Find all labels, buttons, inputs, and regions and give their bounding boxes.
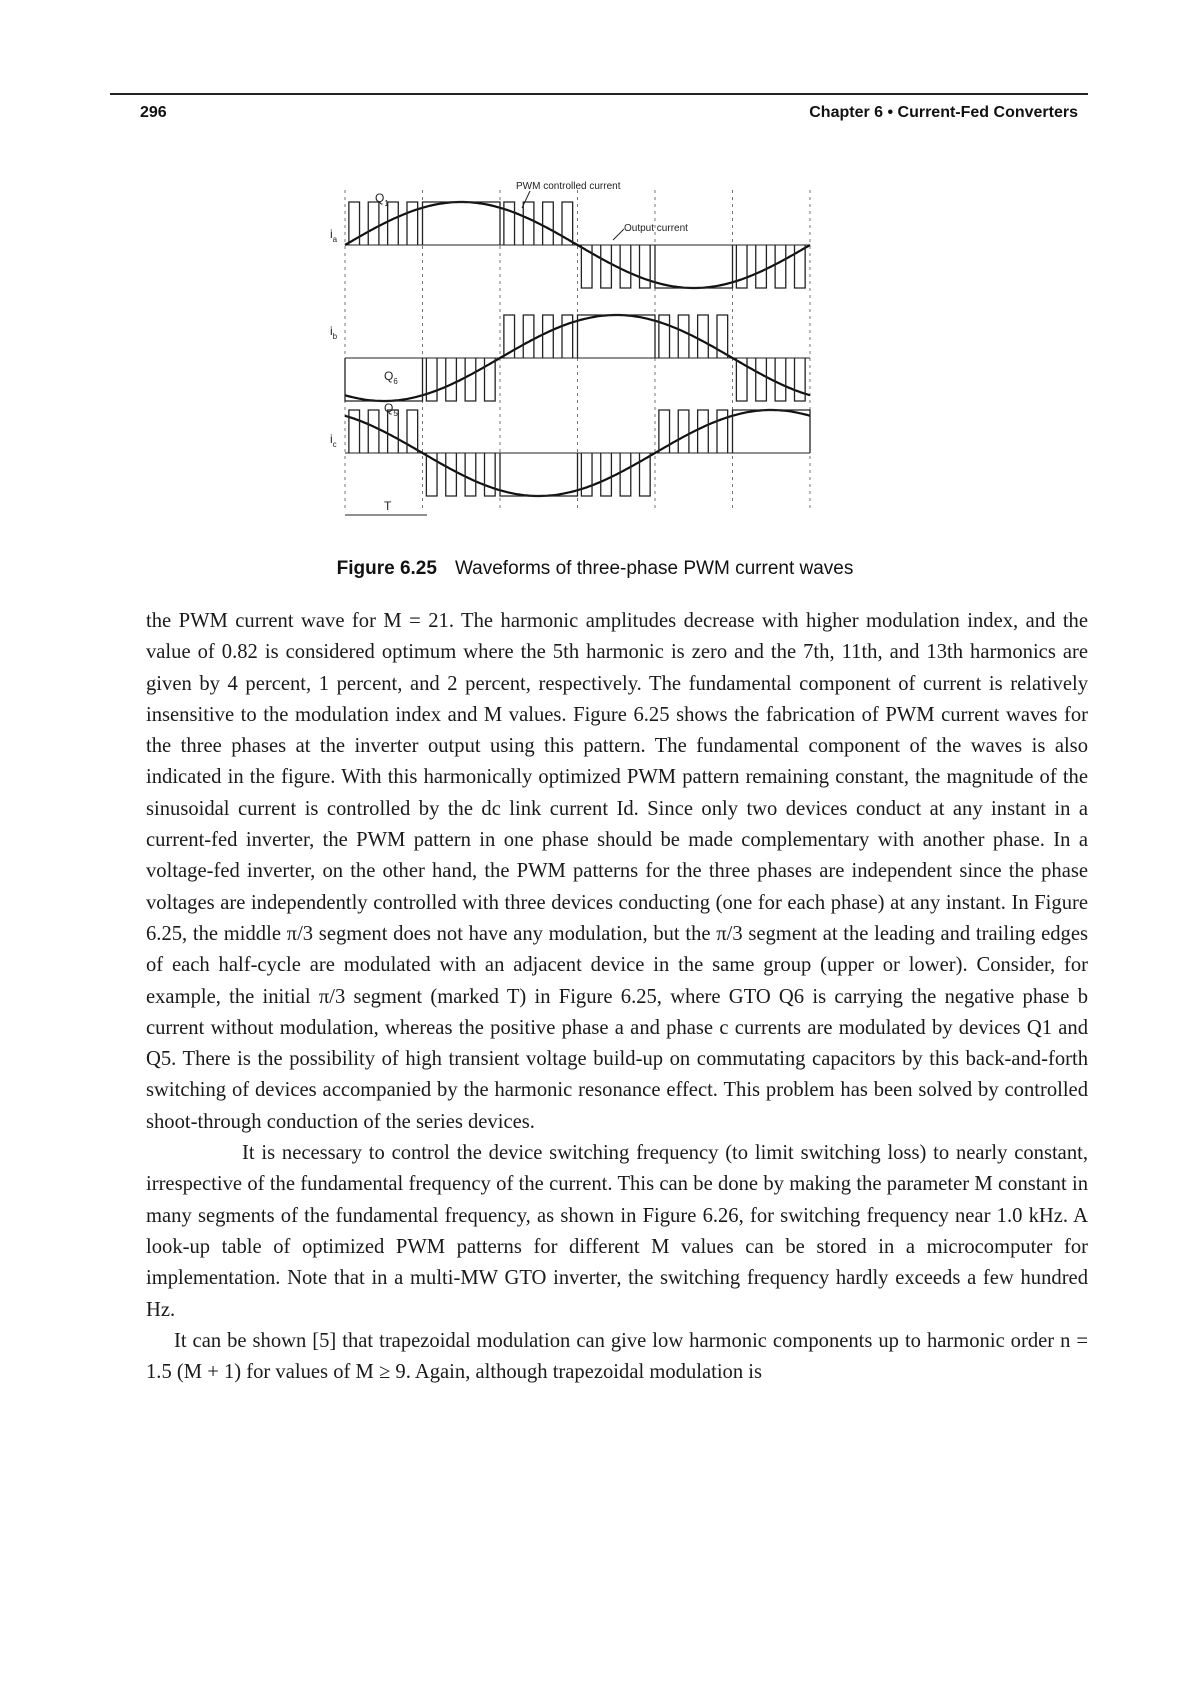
- caption-number: Figure 6.25: [336, 558, 437, 579]
- q5-label: [384, 401, 398, 418]
- body-text: [146, 606, 1088, 1388]
- ib-letter: i: [330, 324, 333, 338]
- paragraph-3: It can be shown [5] that trapezoidal modulation can give low harmonic components up to harmonic order n = 1.5 (M + 1) for values of M ≥ 9. Again, although trapezoidal modulation is: [146, 1329, 1088, 1384]
- ib-sub: b: [332, 332, 338, 341]
- page-number: 296: [140, 104, 167, 121]
- header-rule: [110, 93, 1088, 95]
- ia-sub: a: [332, 235, 338, 244]
- q1-letter: Q: [375, 191, 385, 205]
- q1-label: [375, 191, 389, 208]
- caption-text: Waveforms of three-phase PWM current waves: [454, 558, 854, 579]
- running-head: Chapter 6 • Current-Fed Converters: [809, 104, 1078, 121]
- pwm-controlled-label: PWM controlled current: [516, 181, 621, 192]
- pwm-controlled-pointer: [522, 191, 530, 208]
- figure-6-25: [330, 180, 880, 550]
- q6-label: [384, 369, 398, 386]
- q5-letter: Q: [384, 401, 394, 415]
- output-current-pointer: [613, 229, 624, 240]
- t-label: T: [384, 499, 392, 513]
- ia-letter: i: [330, 227, 333, 241]
- ib-label: [330, 324, 338, 341]
- ic-letter: i: [330, 432, 333, 446]
- figure-caption: [0, 558, 1190, 580]
- paragraph-2: It is necessary to control the device switching frequency (to limit switching loss) to nearly constant, irrespective of the fundamental frequency of the current. This can be done by making the parameter M constant in many segments of the fundamental frequency, as shown in Figure 6.26, for switching frequency near 1.0 kHz. A look-up table of optimized PWM patterns for different M values can be stored in a microcomputer for implementation. Note that in a multi-MW GTO inverter, the switching frequency hardly exceeds a few hundred Hz.: [146, 1142, 1088, 1321]
- q5-sub: 5: [393, 409, 398, 418]
- output-current-label: Output current: [624, 223, 688, 234]
- q1-sub: 1: [384, 199, 389, 208]
- q6-sub: 6: [393, 377, 398, 386]
- q6-letter: Q: [384, 369, 394, 383]
- ia-label: [330, 227, 338, 244]
- paragraph-1: the PWM current wave for M = 21. The harmonic amplitudes decrease with higher modulation index, and the value of 0.82 is considered optimum where the 5th harmonic is zero and the 7th, 11th, and 13th harmonics are given by 4 percent, 1 percent, and 2 percent, respectively. The fundamental component of current is relatively insensitive to the modulation index and M values. Figure 6.25 shows the fabrication of PWM current waves for the three phases at the inverter output using this pattern. The fundamental component of the waves is also indicated in the figure. With this harmonically optimized PWM pattern remaining constant, the magnitude of the sinusoidal current is controlled by the dc link current Id. Since only two devices conduct at any instant in a current-fed inverter, the PWM pattern in one phase should be made complementary with another phase. In a voltage-fed inverter, on the other hand, the PWM patterns for the three phases are independent since the phase voltages are independently controlled with three devices conducting (one for each phase) at any instant. In Figure 6.25, the middle π/3 segment does not have any modulation, but the π/3 segment at the leading and trailing edges of each half-cycle are modulated with an adjacent device in the same group (upper or lower). Consider, for example, the initial π/3 segment (marked T) in Figure 6.25, where GTO Q6 is carrying the negative phase b current without modulation, whereas the positive phase a and phase c currents are modulated by devices Q1 and Q5. There is the possibility of high transient voltage build-up on commutating capacitors by this back-and-forth switching of devices accompanied by the harmonic resonance effect. This problem has been solved by controlled shoot-through conduction of the series devices.: [146, 610, 1088, 1133]
- waveform-figure: [330, 180, 880, 550]
- ic-sub: c: [332, 440, 337, 449]
- ic-label: [330, 432, 337, 449]
